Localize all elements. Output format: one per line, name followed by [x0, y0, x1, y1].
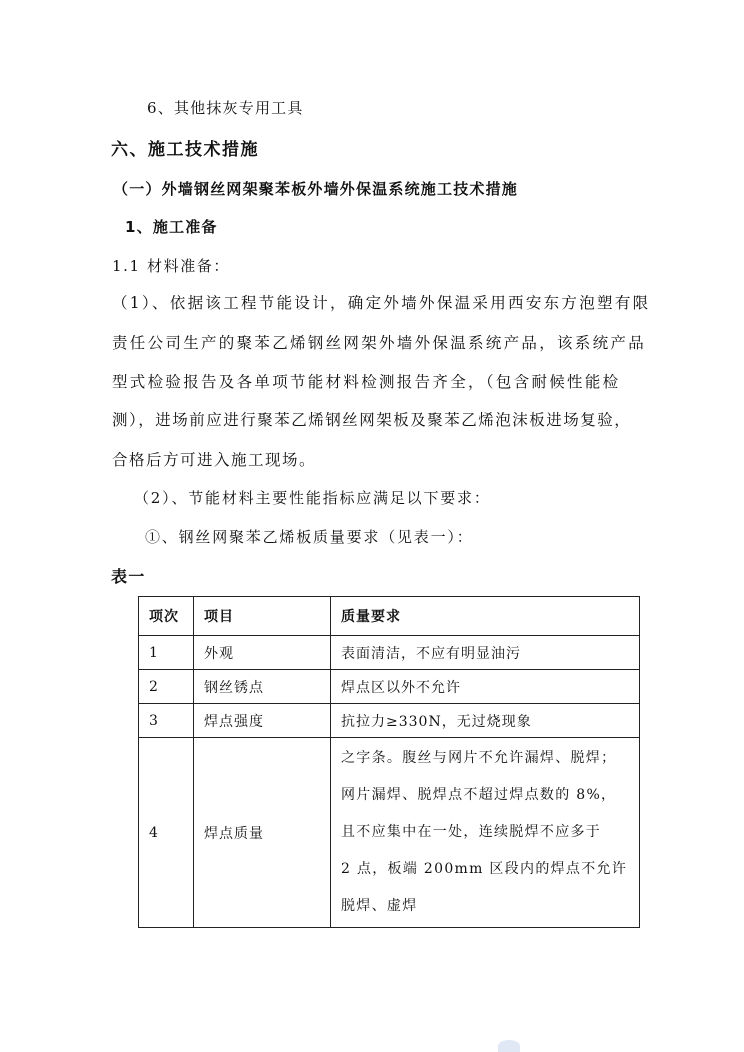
- table-row: [139, 704, 640, 738]
- table-row: [139, 738, 640, 928]
- header-requirement: 质量要求: [331, 597, 640, 636]
- para1-line-5: 合格后方可进入施工现场。: [112, 451, 317, 469]
- requirement-line: 且不应集中在一处，连续脱焊不应多于: [341, 824, 602, 840]
- cell-no: 4: [139, 738, 194, 928]
- section-6-heading: 六、施工技术措施: [111, 140, 259, 160]
- watermark-mark: [498, 1040, 520, 1052]
- quality-requirements-table: [138, 596, 640, 928]
- item-6-text: 6、其他抹灰专用工具: [147, 99, 304, 117]
- requirement-line: 之字条。腹丝与网片不允许漏焊、脱焊；: [341, 750, 617, 766]
- cell-item: 外观: [194, 636, 331, 670]
- cell-requirement: 抗拉力≥330N，无过烧现象: [331, 704, 640, 738]
- cell-item: 钢丝锈点: [194, 670, 331, 704]
- requirement-line: 2 点，板端 200mm 区段内的焊点不允许: [341, 861, 628, 877]
- para2-text: （2）、节能材料主要性能指标应满足以下要求：: [134, 489, 491, 507]
- cell-item: 焊点质量: [194, 738, 331, 928]
- cell-no: 1: [139, 636, 194, 670]
- header-no: 项次: [139, 597, 194, 636]
- cell-requirement: 焊点区以外不允许: [331, 670, 640, 704]
- requirement-line: 网片漏焊、脱焊点不超过焊点数的 8%，: [341, 787, 617, 803]
- para1-line-3: 型式检验报告及各单项节能材料检测报告齐全，（包含耐候性能检: [112, 373, 621, 391]
- cell-no: 3: [139, 704, 194, 738]
- table-caption: 表一: [111, 567, 146, 586]
- cell-requirement: 表面清洁，不应有明显油污: [331, 636, 640, 670]
- header-item: 项目: [194, 597, 331, 636]
- cell-item: 焊点强度: [194, 704, 331, 738]
- table-row: [139, 636, 640, 670]
- cell-requirement: [331, 738, 640, 928]
- para1-line-2: 责任公司生产的聚苯乙烯钢丝网架外墙外保温系统产品，该系统产品: [112, 334, 647, 352]
- para1-line-1: （1）、依据该工程节能设计，确定外墙外保温采用西安东方泡塑有限: [112, 294, 651, 312]
- heading-1-1-material-prep: 1.1 材料准备：: [112, 257, 231, 275]
- requirement-line: 脱焊、虚焊: [341, 898, 418, 914]
- subsection-1-heading: （一）外墙钢丝网架聚苯板外墙外保温系统施工技术措施: [113, 180, 519, 198]
- table-header-row: [139, 597, 640, 636]
- para3-text: ①、钢丝网聚苯乙烯板质量要求（见表一）：: [145, 528, 474, 546]
- heading-1-construction-prep: 1、施工准备: [125, 218, 218, 236]
- table-row: [139, 670, 640, 704]
- cell-no: 2: [139, 670, 194, 704]
- para1-line-4: 测），进场前应进行聚苯乙烯钢丝网架板及聚苯乙烯泡沫板进场复验，: [112, 411, 632, 429]
